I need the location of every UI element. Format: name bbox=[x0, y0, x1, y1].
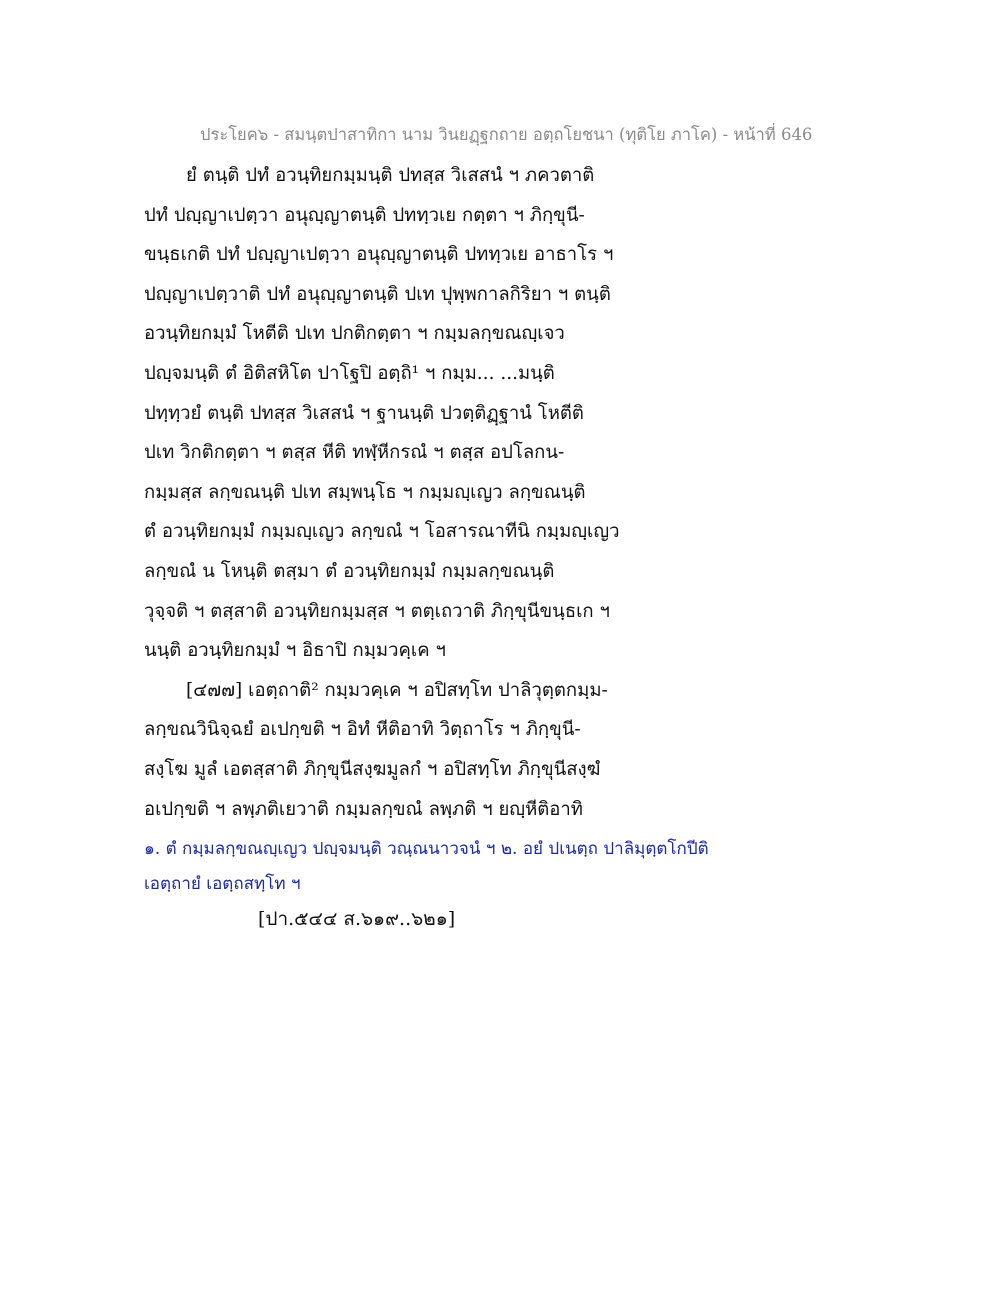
text-line: ปเท วิกติกตฺตา ฯ ตสฺส หีติ ทฬฺหีกรณํ ฯ ตสฺส อปโลกน- bbox=[144, 442, 565, 464]
text-line: อเปกฺขติ ฯ ลพฺภติเยวาติ กมฺมลกฺขณํ ลพฺภติ ฯ ยญฺหีติอาทิ bbox=[144, 798, 583, 820]
text-line: ปญฺญาเปตฺวาติ ปทํ อนุญฺญาตนฺติ ปเท ปุพฺพกาลกิริยา ฯ ตนฺติ bbox=[144, 283, 611, 305]
text-line: วุจฺจติ ฯ ตสฺสาติ อวนฺทิยกมฺมสฺส ฯ ตตฺเถวาติ ภิกฺขุนีขนฺธเก ฯ bbox=[144, 600, 610, 622]
footnote-line: เอตฺถายํ เอตฺถสทฺโท ฯ bbox=[144, 874, 301, 894]
text-line: ยํ ตนฺติ ปทํ อวนฺทิยกมฺมนฺติ ปทสฺส วิเสสนํ ฯ ภควตาติ bbox=[186, 165, 595, 186]
page-reference: [ปา.๕๔๔ ส.๖๑๙..๖๒๑] bbox=[258, 908, 456, 930]
footnotes bbox=[144, 832, 764, 902]
text-line: กมฺมสฺส ลกฺขณนฺติ ปเท สมฺพนฺโธ ฯ กมฺมญฺเญว ลกฺขณนฺติ bbox=[144, 481, 586, 503]
text-line: อวนฺทิยกมฺมํ โหตีติ ปเท ปกติกตฺตา ฯ กมฺมลกฺขณญฺเจว bbox=[144, 323, 565, 345]
footnote-line: ๑. ตํ กมฺมลกฺขณญฺเญว ปญฺจมนฺติ วณฺณนาวจนํ ฯ ๒. อยํ ปเนตฺถ ปาลิมุตฺตโกปีติ bbox=[144, 839, 709, 859]
text-line: [๔๗๗] เอตฺถาติ² กมฺมวคฺเค ฯ อปิสทฺโท ปาลิวุตฺตกมฺม- bbox=[186, 679, 608, 701]
page-header: ประโยค๖ - สมนฺตปาสาทิกา นาม วินยฏฺฐกถาย อตฺถโยชนา (ทุติโย ภาโค) - หน้าที่ 646 bbox=[200, 125, 813, 144]
text-line: ลกฺขณวินิจฺฉยํ อเปกฺขติ ฯ อิทํ หีติอาทิ วิตฺถาโร ฯ ภิกฺขุนี- bbox=[144, 719, 581, 741]
text-line: ปญฺจมนฺติ ตํ อิติสหิโต ปาโฐปิ อตฺถิ¹ ฯ กมฺม... ...มนฺติ bbox=[144, 362, 555, 384]
text-line: นนฺติ อวนฺทิยกมฺมํ ฯ อิธาปิ กมฺมวคฺเค ฯ bbox=[144, 640, 446, 662]
body-text bbox=[144, 156, 664, 829]
text-line: ขนฺธเกติ ปทํ ปญฺญาเปตฺวา อนุญฺญาตนฺติ ปททฺวเย อาธาโร ฯ bbox=[144, 244, 614, 266]
text-line: ปทํ ปญฺญาเปตฺวา อนุญฺญาตนฺติ ปททฺวเย กตฺตา ฯ ภิกฺขุนี- bbox=[144, 204, 585, 226]
text-line: ปทฺทฺวยํ ตนฺติ ปทสฺส วิเสสนํ ฯ ฐานนฺติ ปวตฺติฏฺฐานํ โหตีติ bbox=[144, 402, 584, 424]
text-line: สงฺโฆ มูลํ เอตสฺสาติ ภิกฺขุนีสงฺฆมูลกํ ฯ อปิสทฺโท ภิกฺขุนีสงฺฆํ bbox=[144, 758, 601, 780]
text-line: ลกฺขณํ น โหนฺติ ตสฺมา ตํ อวนฺทิยกมฺมํ กมฺมลกฺขณนฺติ bbox=[144, 560, 555, 582]
text-line: ตํ อวนฺทิยกมฺมํ กมฺมญฺเญว ลกฺขณํ ฯ โอสารณาทีนิ กมฺมญฺเญว bbox=[144, 521, 620, 543]
